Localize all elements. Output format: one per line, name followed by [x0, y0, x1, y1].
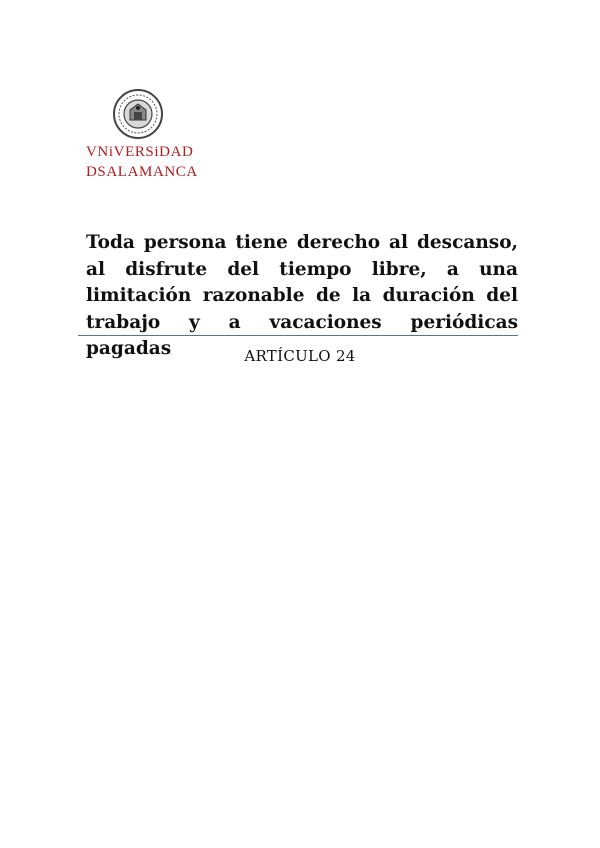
quote-text: Toda persona tiene derecho al descanso, al disfrute del tiempo libre, a una limitación razonable de la duración del trabajo y a vacaciones periódicas pagadas — [86, 232, 518, 359]
university-seal-icon — [112, 88, 164, 140]
university-name-line1: VNiVERSiDAD — [86, 144, 194, 160]
article-reference: ARTÍCULO 24 — [244, 347, 356, 365]
university-logo — [86, 88, 206, 180]
university-name-line2: DSALAMANCA — [86, 164, 198, 180]
university-name — [86, 142, 198, 182]
divider-line — [78, 335, 518, 336]
